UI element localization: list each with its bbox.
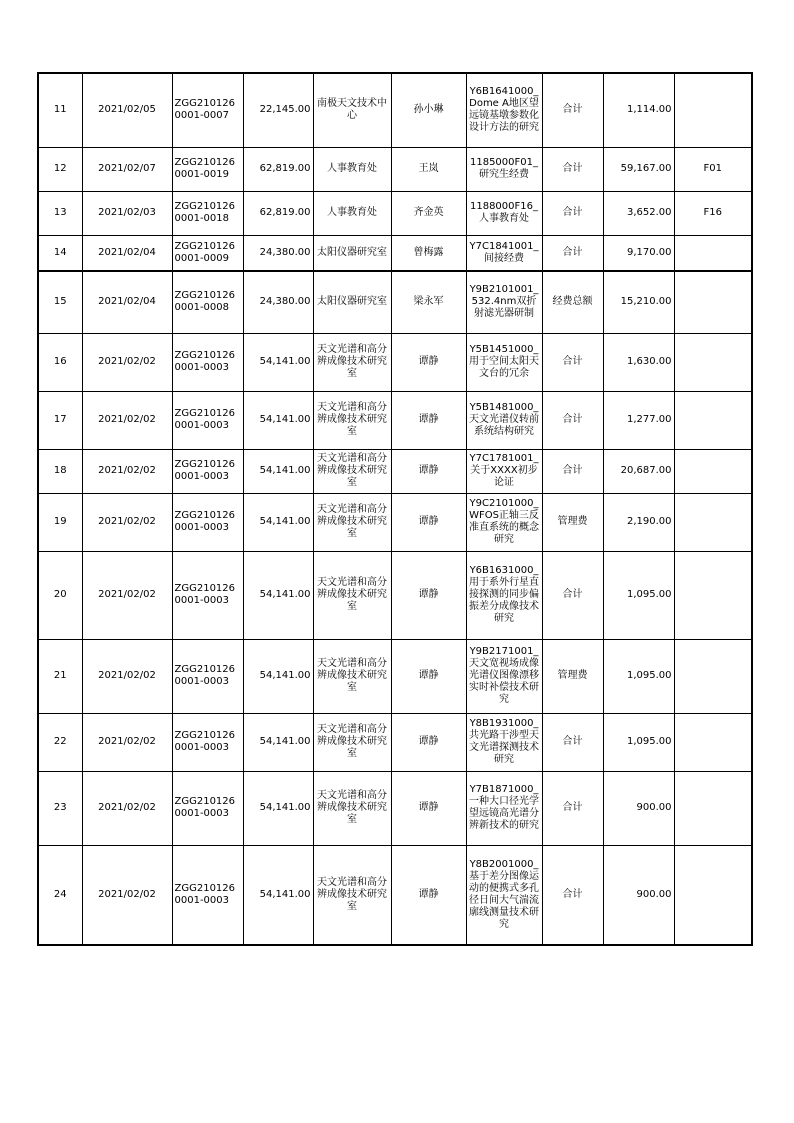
voucher-number: ZGG2101260001-0003 xyxy=(172,713,243,771)
voucher-amount: 24,380.00 xyxy=(243,271,313,333)
voucher-amount: 54,141.00 xyxy=(243,771,313,845)
voucher-number: ZGG2101260001-0003 xyxy=(172,551,243,639)
department: 人事教育处 xyxy=(313,191,391,235)
row-number: 17 xyxy=(38,391,82,449)
table-row xyxy=(38,271,752,333)
voucher-number: ZGG2101260001-0003 xyxy=(172,449,243,493)
person-name: 谭静 xyxy=(391,771,466,845)
date-cell: 2021/02/02 xyxy=(82,449,172,493)
date-cell: 2021/02/05 xyxy=(82,73,172,147)
project-name: Y7C1841001_间接经费 xyxy=(466,235,542,271)
voucher-amount: 54,141.00 xyxy=(243,391,313,449)
project-name: Y6B1641000_Dome A地区望远镜基墩参数化设计方法的研究 xyxy=(466,73,542,147)
row-number: 23 xyxy=(38,771,82,845)
person-name: 梁永军 xyxy=(391,271,466,333)
expense-amount: 900.00 xyxy=(603,845,674,945)
table-row xyxy=(38,191,752,235)
table-row xyxy=(38,449,752,493)
table-row xyxy=(38,333,752,391)
expense-amount: 1,114.00 xyxy=(603,73,674,147)
person-name: 孙小琳 xyxy=(391,73,466,147)
date-cell: 2021/02/02 xyxy=(82,551,172,639)
voucher-number: ZGG2101260001-0003 xyxy=(172,639,243,713)
voucher-number: ZGG2101260001-0003 xyxy=(172,333,243,391)
row-number: 13 xyxy=(38,191,82,235)
table-row xyxy=(38,73,752,147)
department: 天文光谱和高分辨成像技术研究室 xyxy=(313,551,391,639)
department: 天文光谱和高分辨成像技术研究室 xyxy=(313,333,391,391)
expense-amount: 9,170.00 xyxy=(603,235,674,271)
person-name: 谭静 xyxy=(391,493,466,551)
voucher-amount: 22,145.00 xyxy=(243,73,313,147)
row-number: 15 xyxy=(38,271,82,333)
table-row xyxy=(38,845,752,945)
row-number: 22 xyxy=(38,713,82,771)
fund-code xyxy=(674,713,752,771)
voucher-amount: 54,141.00 xyxy=(243,551,313,639)
date-cell: 2021/02/04 xyxy=(82,271,172,333)
person-name: 谭静 xyxy=(391,551,466,639)
fund-code: F01 xyxy=(674,147,752,191)
fund-code xyxy=(674,551,752,639)
department: 太阳仪器研究室 xyxy=(313,271,391,333)
voucher-amount: 54,141.00 xyxy=(243,333,313,391)
expense-type: 管理费 xyxy=(542,493,603,551)
date-cell: 2021/02/02 xyxy=(82,845,172,945)
project-name: Y5B1481000_天文光谱仪转前系统结构研究 xyxy=(466,391,542,449)
expense-amount: 1,095.00 xyxy=(603,639,674,713)
department: 天文光谱和高分辨成像技术研究室 xyxy=(313,639,391,713)
fund-code xyxy=(674,235,752,271)
expense-type: 合计 xyxy=(542,235,603,271)
voucher-amount: 62,819.00 xyxy=(243,191,313,235)
project-name: Y6B1631000_用于系外行星直接探测的同步偏振差分成像技术研究 xyxy=(466,551,542,639)
fund-code: F16 xyxy=(674,191,752,235)
voucher-number: ZGG2101260001-0018 xyxy=(172,191,243,235)
voucher-amount: 62,819.00 xyxy=(243,147,313,191)
person-name: 谭静 xyxy=(391,713,466,771)
date-cell: 2021/02/02 xyxy=(82,713,172,771)
expense-type: 合计 xyxy=(542,73,603,147)
date-cell: 2021/02/03 xyxy=(82,191,172,235)
voucher-number: ZGG2101260001-0009 xyxy=(172,235,243,271)
person-name: 谭静 xyxy=(391,845,466,945)
department: 南极天文技术中心 xyxy=(313,73,391,147)
expense-type: 合计 xyxy=(542,771,603,845)
row-number: 16 xyxy=(38,333,82,391)
project-name: Y7C1781001_关于XXXX初步论证 xyxy=(466,449,542,493)
expense-amount: 1,095.00 xyxy=(603,551,674,639)
voucher-number: ZGG2101260001-0007 xyxy=(172,73,243,147)
date-cell: 2021/02/02 xyxy=(82,333,172,391)
fund-code xyxy=(674,639,752,713)
expense-type: 经费总额 xyxy=(542,271,603,333)
department: 天文光谱和高分辨成像技术研究室 xyxy=(313,771,391,845)
row-number: 12 xyxy=(38,147,82,191)
voucher-number: ZGG2101260001-0003 xyxy=(172,771,243,845)
project-name: Y8B1931000_共光路干涉型天文光谱探测技术研究 xyxy=(466,713,542,771)
row-number: 18 xyxy=(38,449,82,493)
expense-type: 管理费 xyxy=(542,639,603,713)
expense-type: 合计 xyxy=(542,449,603,493)
person-name: 曾梅露 xyxy=(391,235,466,271)
fund-code xyxy=(674,333,752,391)
date-cell: 2021/02/02 xyxy=(82,639,172,713)
department: 天文光谱和高分辨成像技术研究室 xyxy=(313,449,391,493)
date-cell: 2021/02/07 xyxy=(82,147,172,191)
voucher-number: ZGG2101260001-0003 xyxy=(172,845,243,945)
fund-code xyxy=(674,449,752,493)
table-row xyxy=(38,639,752,713)
department: 天文光谱和高分辨成像技术研究室 xyxy=(313,845,391,945)
department: 太阳仪器研究室 xyxy=(313,235,391,271)
project-name: Y9B2101001_532.4nm双折射滤光器研制 xyxy=(466,271,542,333)
fund-code xyxy=(674,771,752,845)
expense-amount: 20,687.00 xyxy=(603,449,674,493)
project-name: Y9B2171001_天文宽视场成像光谱仪图像漂移实时补偿技术研究 xyxy=(466,639,542,713)
table-row xyxy=(38,391,752,449)
date-cell: 2021/02/02 xyxy=(82,493,172,551)
person-name: 谭静 xyxy=(391,333,466,391)
voucher-number: ZGG2101260001-0019 xyxy=(172,147,243,191)
table-row xyxy=(38,771,752,845)
project-name: Y9C2101000_WFOS正轴三反准直系统的概念研究 xyxy=(466,493,542,551)
voucher-amount: 54,141.00 xyxy=(243,639,313,713)
fund-code xyxy=(674,271,752,333)
person-name: 齐金英 xyxy=(391,191,466,235)
expense-amount: 15,210.00 xyxy=(603,271,674,333)
department: 天文光谱和高分辨成像技术研究室 xyxy=(313,713,391,771)
department: 天文光谱和高分辨成像技术研究室 xyxy=(313,493,391,551)
project-name: Y5B1451000_用于空间太阳天文台的冗余 xyxy=(466,333,542,391)
table-row xyxy=(38,713,752,771)
voucher-amount: 54,141.00 xyxy=(243,449,313,493)
table-row xyxy=(38,551,752,639)
voucher-number: ZGG2101260001-0003 xyxy=(172,391,243,449)
expense-type: 合计 xyxy=(542,391,603,449)
voucher-amount: 24,380.00 xyxy=(243,235,313,271)
date-cell: 2021/02/04 xyxy=(82,235,172,271)
row-number: 19 xyxy=(38,493,82,551)
voucher-amount: 54,141.00 xyxy=(243,845,313,945)
expense-amount: 3,652.00 xyxy=(603,191,674,235)
row-number: 11 xyxy=(38,73,82,147)
expense-amount: 900.00 xyxy=(603,771,674,845)
person-name: 王岚 xyxy=(391,147,466,191)
table-row xyxy=(38,493,752,551)
expense-type: 合计 xyxy=(542,147,603,191)
expense-amount: 1,095.00 xyxy=(603,713,674,771)
date-cell: 2021/02/02 xyxy=(82,391,172,449)
fund-code xyxy=(674,391,752,449)
expense-type: 合计 xyxy=(542,191,603,235)
row-number: 21 xyxy=(38,639,82,713)
expense-type: 合计 xyxy=(542,713,603,771)
project-name: 1185000F01_研究生经费 xyxy=(466,147,542,191)
date-cell: 2021/02/02 xyxy=(82,771,172,845)
table-row xyxy=(38,235,752,271)
fund-code xyxy=(674,845,752,945)
voucher-amount: 54,141.00 xyxy=(243,493,313,551)
person-name: 谭静 xyxy=(391,391,466,449)
row-number: 14 xyxy=(38,235,82,271)
project-name: Y7B1871000_一种大口径光学望远镜高光谱分辨新技术的研究 xyxy=(466,771,542,845)
person-name: 谭静 xyxy=(391,639,466,713)
person-name: 谭静 xyxy=(391,449,466,493)
expense-type: 合计 xyxy=(542,845,603,945)
project-name: Y8B2001000_基于差分图像运动的便携式多孔径日间大气湍流廓线测量技术研究 xyxy=(466,845,542,945)
expense-amount: 59,167.00 xyxy=(603,147,674,191)
fund-code xyxy=(674,493,752,551)
expense-type: 合计 xyxy=(542,551,603,639)
department: 人事教育处 xyxy=(313,147,391,191)
expense-amount: 1,277.00 xyxy=(603,391,674,449)
expense-amount: 1,630.00 xyxy=(603,333,674,391)
expense-type: 合计 xyxy=(542,333,603,391)
expense-table xyxy=(37,72,753,946)
expense-amount: 2,190.00 xyxy=(603,493,674,551)
row-number: 24 xyxy=(38,845,82,945)
table-body xyxy=(38,73,752,945)
fund-code xyxy=(674,73,752,147)
voucher-number: ZGG2101260001-0003 xyxy=(172,493,243,551)
department: 天文光谱和高分辨成像技术研究室 xyxy=(313,391,391,449)
table-row xyxy=(38,147,752,191)
project-name: 1188000F16_人事教育处 xyxy=(466,191,542,235)
voucher-number: ZGG2101260001-0008 xyxy=(172,271,243,333)
row-number: 20 xyxy=(38,551,82,639)
voucher-amount: 54,141.00 xyxy=(243,713,313,771)
